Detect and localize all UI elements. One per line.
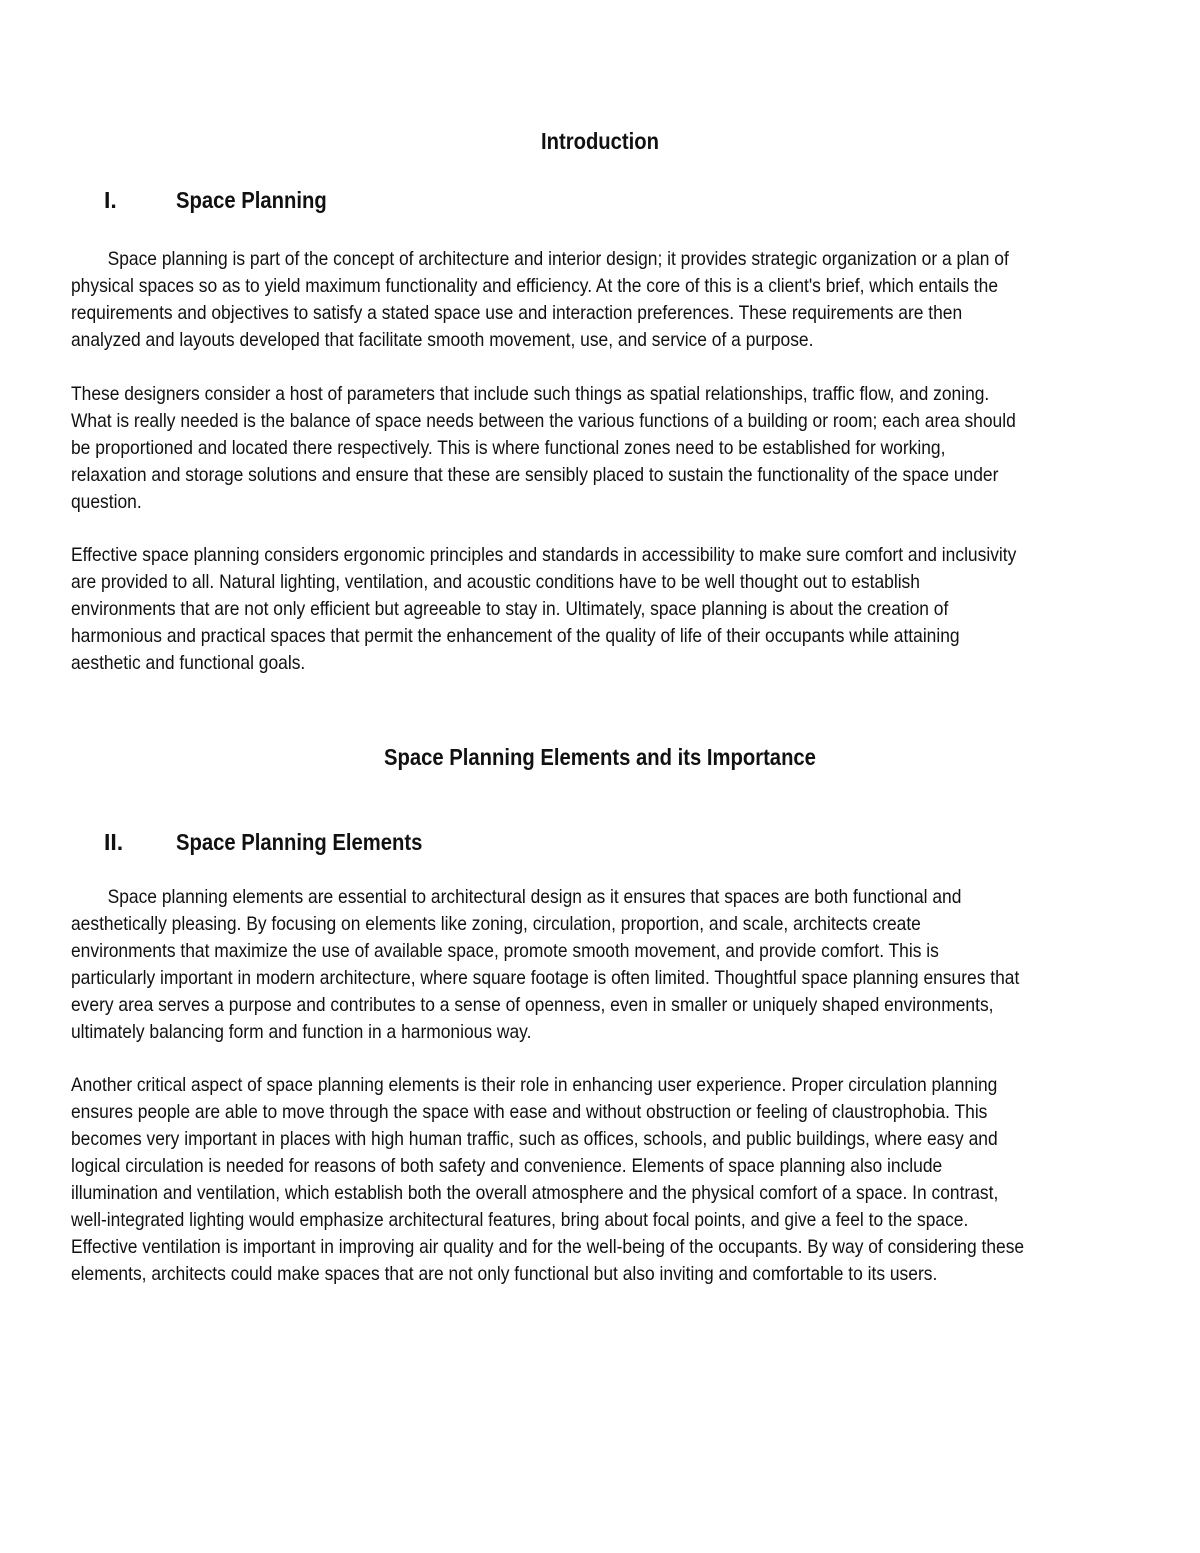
paragraph-line: are provided to all. Natural lighting, ventilation, and acoustic conditions have to be well thought out to establish (71, 571, 920, 593)
section-1-number: I. (104, 187, 117, 213)
paragraph-line: ensures people are able to move through the space with ease and without obstruction or feeling of claustrophobia. This (71, 1101, 988, 1123)
paragraph-line: illumination and ventilation, which establish both the overall atmosphere and the physical comfort of a space. In contrast, (71, 1182, 999, 1204)
paragraph-line: requirements and objectives to satisfy a stated space use and interaction preferences. These requirements are then (71, 302, 963, 324)
paragraph-line: ultimately balancing form and function in a harmonious way. (71, 1021, 532, 1043)
paragraph-line: These designers consider a host of parameters that include such things as spatial relationships, traffic flow, and zoning. (71, 383, 990, 405)
paragraph-line: relaxation and storage solutions and ensure that these are sensibly placed to sustain the functionality of the space under (71, 464, 999, 486)
paragraph-line: becomes very important in places with high human traffic, such as offices, schools, and public buildings, where easy and (71, 1128, 998, 1150)
paragraph-line: particularly important in modern architecture, where square footage is often limited. Thoughtful space planning ensures that (71, 967, 1020, 989)
paragraph-line: Effective ventilation is important in improving air quality and for the well-being of the occupants. By way of considering these (71, 1236, 1025, 1258)
paragraph-line: environments that maximize the use of available space, promote smooth movement, and provide comfort. This is (71, 940, 939, 962)
section-2-paragraph-2 (71, 1072, 1125, 1288)
section-2-title: Space Planning Elements (176, 829, 423, 855)
section-2-number: II. (104, 829, 124, 855)
paragraph-line: well-integrated lighting would emphasize architectural features, bring about focal points, and give a feel to the space. (71, 1209, 969, 1231)
paragraph-line: aesthetically pleasing. By focusing on elements like zoning, circulation, proportion, and scale, architects create (71, 913, 921, 935)
paragraph-line: logical circulation is needed for reasons of both safety and convenience. Elements of space planning also include (71, 1155, 943, 1177)
section-1-paragraph-1 (71, 246, 1125, 354)
paragraph-line: Space planning is part of the concept of architecture and interior design; it provides strategic organization or a plan of (107, 248, 1009, 270)
section-1-paragraph-2 (71, 381, 1125, 516)
section-1-title: Space Planning (176, 187, 327, 213)
paragraph-line: every area serves a purpose and contributes to a sense of openness, even in smaller or uniquely shaped environments, (71, 994, 994, 1016)
paragraph-line: physical spaces so as to yield maximum functionality and efficiency. At the core of this is a client's brief, which entails the (71, 275, 999, 297)
paragraph-line: Effective space planning considers ergonomic principles and standards in accessibility to make sure comfort and inclusivity (71, 544, 1017, 566)
paragraph-line: question. (71, 491, 142, 513)
paragraph-line: harmonious and practical spaces that permit the enhancement of the quality of life of their occupants while attaining (71, 625, 960, 647)
paragraph-line: What is really needed is the balance of space needs between the various functions of a building or room; each area should (71, 410, 1016, 432)
paragraph-line: Space planning elements are essential to architectural design as it ensures that spaces are both functional and (107, 886, 962, 908)
section-1-heading (104, 186, 347, 214)
paragraph-line: elements, architects could make spaces that are not only functional but also inviting and comfortable to its users. (71, 1263, 938, 1285)
section-2-paragraph-1 (71, 884, 1125, 1046)
section-1-paragraph-3 (71, 542, 1125, 677)
intro-title: Introduction (540, 128, 660, 154)
paragraph-line: analyzed and layouts developed that facilitate smooth movement, use, and service of a purpose. (71, 329, 814, 351)
section-title: Space Planning Elements and its Importance (384, 744, 816, 770)
paragraph-line: environments that are not only efficient but agreeable to stay in. Ultimately, space planning is about the creation of (71, 598, 949, 620)
paragraph-line: be proportioned and located there respectively. This is where functional zones need to be established for working, (71, 437, 946, 459)
section-2-heading (104, 828, 456, 856)
paragraph-line: Another critical aspect of space planning elements is their role in enhancing user experience. Proper circulation planning (71, 1074, 998, 1096)
paragraph-line: aesthetic and functional goals. (71, 652, 306, 674)
